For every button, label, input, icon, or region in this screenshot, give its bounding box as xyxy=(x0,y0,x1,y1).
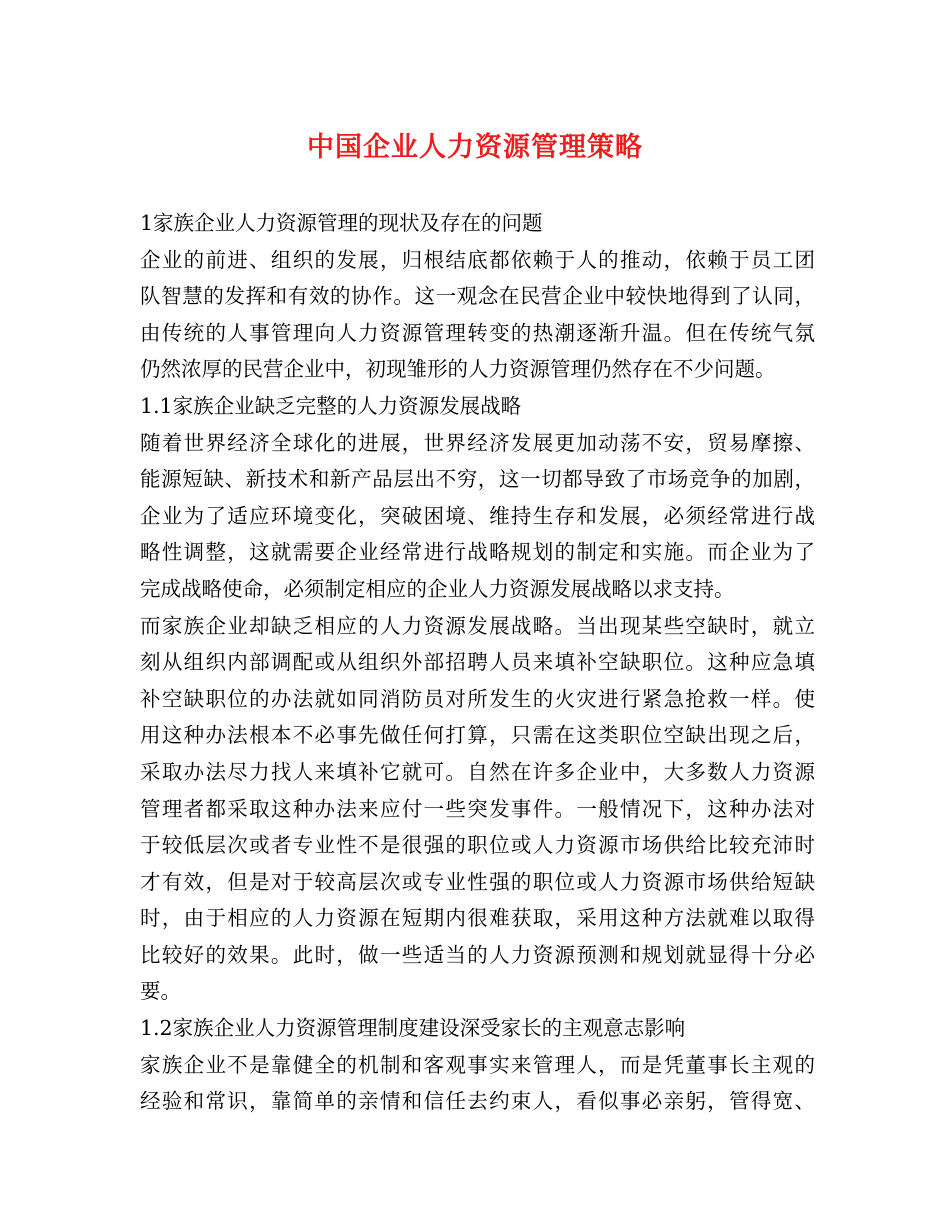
text-line: 家族企业不是靠健全的机制和客观事实来管理人，而是凭董事长主观的 xyxy=(140,1052,815,1077)
document-title: 中国企业人力资源管理策略 xyxy=(307,132,643,163)
text-line: 管理者都采取这种办法来应付一些突发事件。一般情况下，这种办法对 xyxy=(140,796,815,821)
text-line: 要。 xyxy=(140,979,181,1004)
text-line: 随着世界经济全球化的进展，世界经济发展更加动荡不安，贸易摩擦、 xyxy=(140,430,815,455)
text-line: 才有效，但是对于较高层次或专业性强的职位或人力资源市场供给短缺 xyxy=(140,869,815,894)
text-line: 1.2家族企业人力资源管理制度建设深受家长的主观意志影响 xyxy=(140,1016,686,1041)
text-line: 略性调整，这就需要企业经常进行战略规划的制定和实施。而企业为了 xyxy=(140,540,815,565)
text-line: 于较低层次或者专业性不是很强的职位或人力资源市场供给比较充沛时 xyxy=(140,833,815,858)
text-line: 完成战略使命，必须制定相应的企业人力资源发展战略以求支持。 xyxy=(140,576,735,601)
text-line: 仍然浓厚的民营企业中，初现雏形的人力资源管理仍然存在不少问题。 xyxy=(140,357,776,382)
text-line: 企业的前进、组织的发展，归根结底都依赖于人的推动，依赖于员工团 xyxy=(140,247,815,272)
text-line: 企业为了适应环境变化，突破困境、维持生存和发展，必须经常进行战 xyxy=(140,503,815,528)
text-line: 补空缺职位的办法就如同消防员对所发生的火灾进行紧急抢救一样。使 xyxy=(140,686,815,711)
document-body xyxy=(140,205,815,1120)
text-line: 队智慧的发挥和有效的协作。这一观念在民营企业中较快地得到了认同， xyxy=(140,284,815,309)
text-line: 刻从组织内部调配或从组织外部招聘人员来填补空缺职位。这种应急填 xyxy=(140,650,815,675)
text-line: 用这种办法根本不必事先做任何打算，只需在这类职位空缺出现之后， xyxy=(140,723,815,748)
text-line: 而家族企业却缺乏相应的人力资源发展战略。当出现某些空缺时，就立 xyxy=(140,613,815,638)
text-line: 时，由于相应的人力资源在短期内很难获取，采用这种方法就难以取得 xyxy=(140,906,815,931)
text-line: 1.1家族企业缺乏完整的人力资源发展战略 xyxy=(140,393,522,418)
text-line: 经验和常识，靠简单的亲情和信任去约束人，看似事必亲躬，管得宽、 xyxy=(140,1089,815,1114)
text-line: 采取办法尽力找人来填补它就可。自然在许多企业中，大多数人力资源 xyxy=(140,759,815,784)
text-line: 能源短缺、新技术和新产品层出不穷，这一切都导致了市场竞争的加剧， xyxy=(140,467,815,492)
text-line: 比较好的效果。此时，做一些适当的人力资源预测和规划就显得十分必 xyxy=(140,942,815,967)
text-line: 1家族企业人力资源管理的现状及存在的问题 xyxy=(140,211,543,235)
text-line: 由传统的人事管理向人力资源管理转变的热潮逐渐升温。但在传统气氛 xyxy=(140,320,815,345)
